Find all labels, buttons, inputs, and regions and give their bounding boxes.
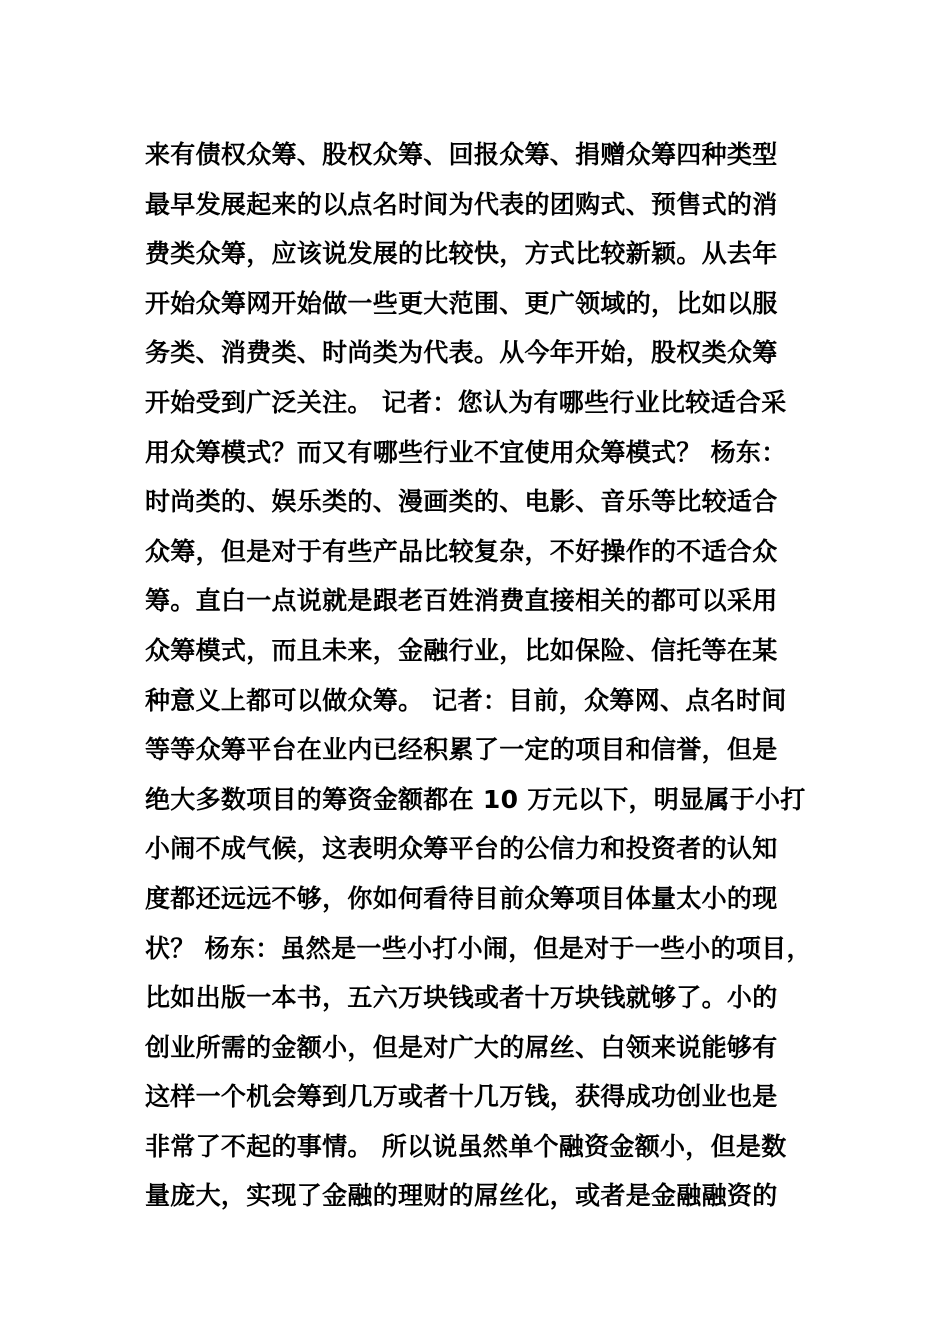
text-line: 比如出版一本书，五六万块钱或者十万块钱就够了。小的: [145, 983, 778, 1013]
text-line: 费类众筹，应该说发展的比较快，方式比较新颖。从去年: [145, 239, 778, 269]
body-text: [145, 130, 815, 1221]
text-line: 务类、消费类、时尚类为代表。从今年开始，股权类众筹: [145, 338, 778, 368]
text-line: 开始众筹网开始做一些更大范围、更广领域的，比如以服: [145, 288, 778, 318]
text-line: 种意义上都可以做众筹。 记者：目前，众筹网、点名时间: [145, 685, 787, 715]
text-line: 时尚类的、娱乐类的、漫画类的、电影、音乐等比较适合: [145, 487, 778, 517]
text-line: 来有债权众筹、股权众筹、回报众筹、捐赠众筹四种类型: [145, 140, 778, 169]
text-line: 筹。直白一点说就是跟老百姓消费直接相关的都可以采用: [145, 586, 778, 616]
text-line: 最早发展起来的以点名时间为代表的团购式、预售式的消: [145, 189, 778, 219]
text-line: 非常了不起的事情。 所以说虽然单个融资金额小，但是数: [145, 1131, 787, 1161]
text-line: 度都还远远不够，你如何看待目前众筹项目体量太小的现: [145, 883, 778, 913]
text-line: 创业所需的金额小，但是对广大的屌丝、白领来说能够有: [145, 1032, 778, 1062]
text-line: 用众筹模式？而又有哪些行业不宜使用众筹模式？ 杨东：: [145, 437, 787, 467]
text-line: 小闹不成气候，这表明众筹平台的公信力和投资者的认知: [145, 834, 778, 864]
text-line: 开始受到广泛关注。 记者：您认为有哪些行业比较适合采: [145, 387, 787, 417]
text-line: 众筹模式，而且未来，金融行业，比如保险、信托等在某: [145, 635, 778, 665]
text-line: 众筹，但是对于有些产品比较复杂，不好操作的不适合众: [145, 536, 778, 566]
text-line: 绝大多数项目的筹资金额都在 10 万元以下，明显属于小打: [145, 784, 806, 814]
text-line: 等等众筹平台在业内已经积累了一定的项目和信誉，但是: [145, 735, 778, 765]
text-line: 状？ 杨东：虽然是一些小打小闹，但是对于一些小的项目，: [145, 933, 812, 963]
text-line: 量庞大，实现了金融的理财的屌丝化，或者是金融融资的: [145, 1181, 778, 1211]
text-line: 这样一个机会筹到几万或者十几万钱，获得成功创业也是: [145, 1082, 778, 1112]
